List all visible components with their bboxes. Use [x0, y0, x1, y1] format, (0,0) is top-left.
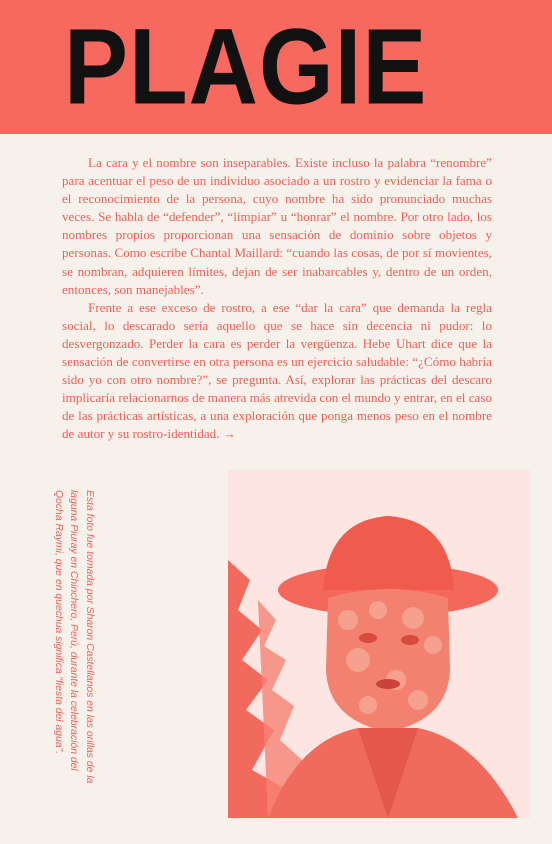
paragraph-1: La cara y el nombre son inseparables. Existe incluso la palabra “renombre” para acentuar el peso de un individuo asociado a un rostro y evidenciar la fama o el reconocimiento de la persona, cuyo nombre ha sido pronunciado muchas veces. Se habla de “defender”, “limpiar” u “honrar” el nombre. Por otro lado, los nombres propios proporcionan una sensación de dominio sobre objetos y personas. Como escribe Chantal Maillard: “cuando las cosas, de por sí movientes, se nombran, adquieren límites, dejan de ser inabarcables y, dentro de un orden, entonces, son manejables”.: [62, 155, 492, 297]
photo-caption: [53, 490, 97, 800]
photo-caption-text: Esta foto fue tomada por Sharon Castellanos en las orillas de la laguna Piuray en Chinchero, Perú, durante la celebración del Qocha Raymi, que en quechua significa “fiesta del agua”.: [53, 490, 95, 784]
paragraph-2: Frente a ese exceso de rostro, a ese “dar la cara” que demanda la regla social, lo descarado sería aquello que se hace sin decencia ni pudor: lo desvergonzado. Perder la cara es perder la vergüenza. Hebe Uhart dice que la sensación de convertirse en otra persona es un ejercicio saludable: “¿Cómo habría sido yo con otro nombre?”, se pregunta. Así, explorar las prácticas del descaro implicaría relacionarnos de manera más atrevida con el mundo y entrar, en el caso de las prácticas artísticas, a una exploración que ponga menos peso en el nombre de autor y su rostro-identidad. →: [62, 299, 492, 442]
article-body: [62, 154, 492, 444]
masthead: [0, 0, 552, 134]
photo-duotone: [228, 470, 530, 818]
masthead-title: PLAGIE: [64, 7, 428, 128]
masked-figure-photo: [228, 470, 530, 818]
